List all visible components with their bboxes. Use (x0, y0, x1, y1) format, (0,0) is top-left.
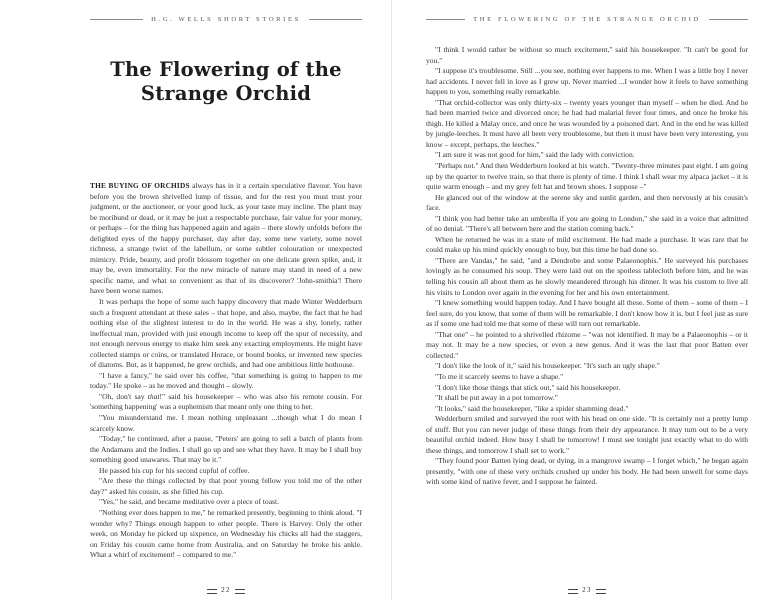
paragraph: "Are these the things collected by that poor young fellow you told me of the other day?" asked his cousin, as she filled his cup. (90, 476, 362, 496)
page-number-text: 23 (582, 586, 592, 594)
paragraph-text: !" said his housekeeper – who was also his remote cousin. For 'something happening' was a euphemism that meant only one thing to her. (90, 391, 362, 412)
paragraph: "Yes," he said, and became meditative over a piece of toast. (99, 497, 279, 507)
paragraph: "I don't like the look of it," said his housekeeper. "It's such an ugly shape." (435, 361, 660, 371)
paragraph: When he returned he was in a state of mild excitement. He had made a purchase. It was rare that he could make up his mind quickly enough to buy, but this time he had done so. (426, 234, 748, 255)
paragraph: "I have a fancy," he said over his coffee, "that something is going to happen to me today." He spoke – as he moved and thought – slowly. (90, 370, 362, 391)
paragraph (90, 392, 362, 413)
running-head-rule (90, 19, 143, 20)
running-head-text: H.G. WELLS SHORT STORIES (151, 15, 301, 23)
title-line-2: Strange Orchid (140, 82, 312, 105)
ornament-icon (207, 588, 217, 593)
paragraph: He glanced out of the window at the serene sky and sunlit garden, and then nervously at his cousin's face. (426, 192, 748, 213)
right-body-text (426, 45, 748, 488)
paragraph: "I suppose it's troublesome. Still ...you see, nothing ever happens to me. When I was a little boy I never had accidents. I never fell in love as I grew up. Never married ...I wonder how it feels to have something happen to you, something really remarkable. (426, 66, 748, 97)
ornament-icon (235, 588, 245, 593)
page-number-text: 22 (221, 586, 231, 594)
right-running-head (426, 13, 748, 25)
paragraph: "They found poor Batten lying dead, or dying, in a mangrove swamp – I forget which," he began again presently, "with one of these very orchids crushed up under his body. He had been unwell for some days with some kind of native fever, and I suppose he fainted. (426, 456, 748, 487)
paragraph-text: "Oh, don't say (99, 391, 148, 401)
paragraph: "I don't like those things that stick out," said his housekeeper. (435, 382, 621, 392)
running-head-rule (709, 19, 748, 20)
paragraph: "There are Vandas," he said, "and a Dendrobe and some Palaeonophis." He surveyed his purchases lovingly as he consumed his soup. They were laid out on the spotless tablecloth before him, and he was telling his cousin all about them as he slowly meandered through his dinner. It was his custom to live all his visits to London over again in the evening for her and his own entertainment. (426, 255, 748, 297)
running-head-rule (309, 19, 362, 20)
paragraph: "That orchid-collector was only thirty-six – twenty years younger than myself – when he died. And he had been married twice and divorced once; he had had malarial fever four times, and once he broke his thigh. He killed a Malay once, and once he was wounded by a poisoned dart. And in the end he was killed by jungle-leeches. It must have all been very troublesome, but then it must have been very interesting, you know – except, perhaps, the leeches." (426, 97, 748, 149)
right-page (392, 0, 784, 600)
paragraph: "I knew something would happen today. And I have bought all these. Some of them – some of them – I feel sure, do you know, that some of them will be remarkable. I don't know how it is, but I feel just as sure as if some one had told me that some of these will turn out remarkable. (426, 298, 748, 329)
paragraph: Wedderburn smiled and surveyed the root with his head on one side. "It is certainly not a pretty lump of stuff. But you can never judge of these things from their dry appearance. It may turn out to be a very beautiful orchid indeed. How busy I shall be tomorrow! I must see tonight just exactly what to do with these things, and tomorrow I shall set to work." (426, 414, 748, 455)
title-line-1: The Flowering of the (110, 58, 342, 81)
lead-in: THE BUYING OF ORCHIDS (90, 181, 190, 190)
paragraph: "That one" – he pointed to a shrivelled rhizome – "was not identified. It may be a Palaeonophis – or it may not. It may be a new species, or even a new genus. And it was the last that poor Batten ever collected." (426, 329, 748, 360)
paragraph: He passed his cup for his second cupful of coffee. (99, 465, 250, 475)
paragraph (90, 181, 362, 297)
emphasis: that (147, 391, 160, 401)
right-page-number (426, 585, 748, 595)
paragraph: "Perhaps not." And then Wedderburn looked at his watch. "Twenty-three minutes past eight. I am going up by the quarter to twelve train, so that there is plenty of time. I think I shall wear my alpaca jacket – it is quite warm enough – and my grey felt hat and brown shoes. I suppose –" (426, 161, 748, 192)
paragraph: "I am sure it was not good for him," said the lady with conviction. (435, 150, 635, 160)
paragraph: "I think you had better take an umbrella if you are going to London," she said in a voice that admitted of no denial. "There's all between here and the station coming back." (426, 213, 748, 234)
paragraph: It was perhaps the hope of some such happy discovery that made Winter Wedderburn such a frequent attendant at these sales – that hope, and also, maybe, the fact that he had nothing else of the slightest interest to do in the world. He was a shy, lonely, rather ineffectual man, provided with just enough income to keep off the spur of necessity, and not enough nervous energy to make him seek any exacting employments. He might have collected stamps or coins, or translated Horace, or bound books, or invented new species of diatoms. But, as it happened, he grew orchids, and had one ambitious little hothouse. (90, 297, 362, 370)
running-head-text: THE FLOWERING OF THE STRANGE ORCHID (473, 15, 701, 23)
left-running-head (90, 13, 362, 25)
running-head-rule (426, 19, 465, 20)
left-page-number (90, 585, 362, 595)
paragraph: "I think I would rather be without so much excitement," said his housekeeper. "It can't be good for you." (426, 45, 748, 65)
paragraph: "It looks," said the housekeeper, "like a spider shamming dead." (435, 403, 629, 413)
paragraph: "Nothing ever does happen to me," he remarked presently, beginning to think aloud. "I wonder why? Things enough happen to other people. There is Harvey. Only the other week, on Monday he picked up sixpence, on Wednesday his chicks all had the staggers, on Friday his cousin came home from Australia, and on Saturday he broke his ankle. What a whirl of excitement! – compared to me." (90, 507, 362, 560)
paragraph: "You misunderstand me. I mean nothing unpleasant ...though what I do mean I scarcely know. (90, 413, 362, 433)
story-title (90, 58, 362, 106)
paragraph: "To me it scarcely seems to have a shape." (435, 371, 564, 381)
left-body-text (90, 181, 362, 561)
paragraph: "It shall be put away in a pot tomorrow." (435, 393, 558, 403)
paragraph: "Today," he continued, after a pause, "Peters' are going to sell a batch of plants from the Andamans and the Indies. I shall go up and see what they have. It may be I shall buy something good unawares. That may be it." (90, 434, 362, 465)
ornament-icon (596, 588, 606, 593)
paragraph-text: always has in it a certain speculative flavour. You have before you the brown shrivelled lump of tissue, and for the rest you must trust your judgment, or the auctioneer, or your good luck, as your taste may incline. The plant may be moribund or dead, or it may be just a respectable purchase, fair value for your money, or perhaps – for the thing has happened again and again – there slowly unfolds before the delighted eyes of the happy purchaser, day after day, some new variety, some novel richness, a strange twist of the labellum, or some subtler colouration or unexpected mimicry. Pride, beauty, and profit blossom together on one delicate green spike, and, it may be, even immortality. For the new miracle of nature may stand in need of a new specific name, and what so convenient as that of its discoverer? 'John-smithia'! There have been worse names. (90, 181, 362, 296)
ornament-icon (568, 588, 578, 593)
